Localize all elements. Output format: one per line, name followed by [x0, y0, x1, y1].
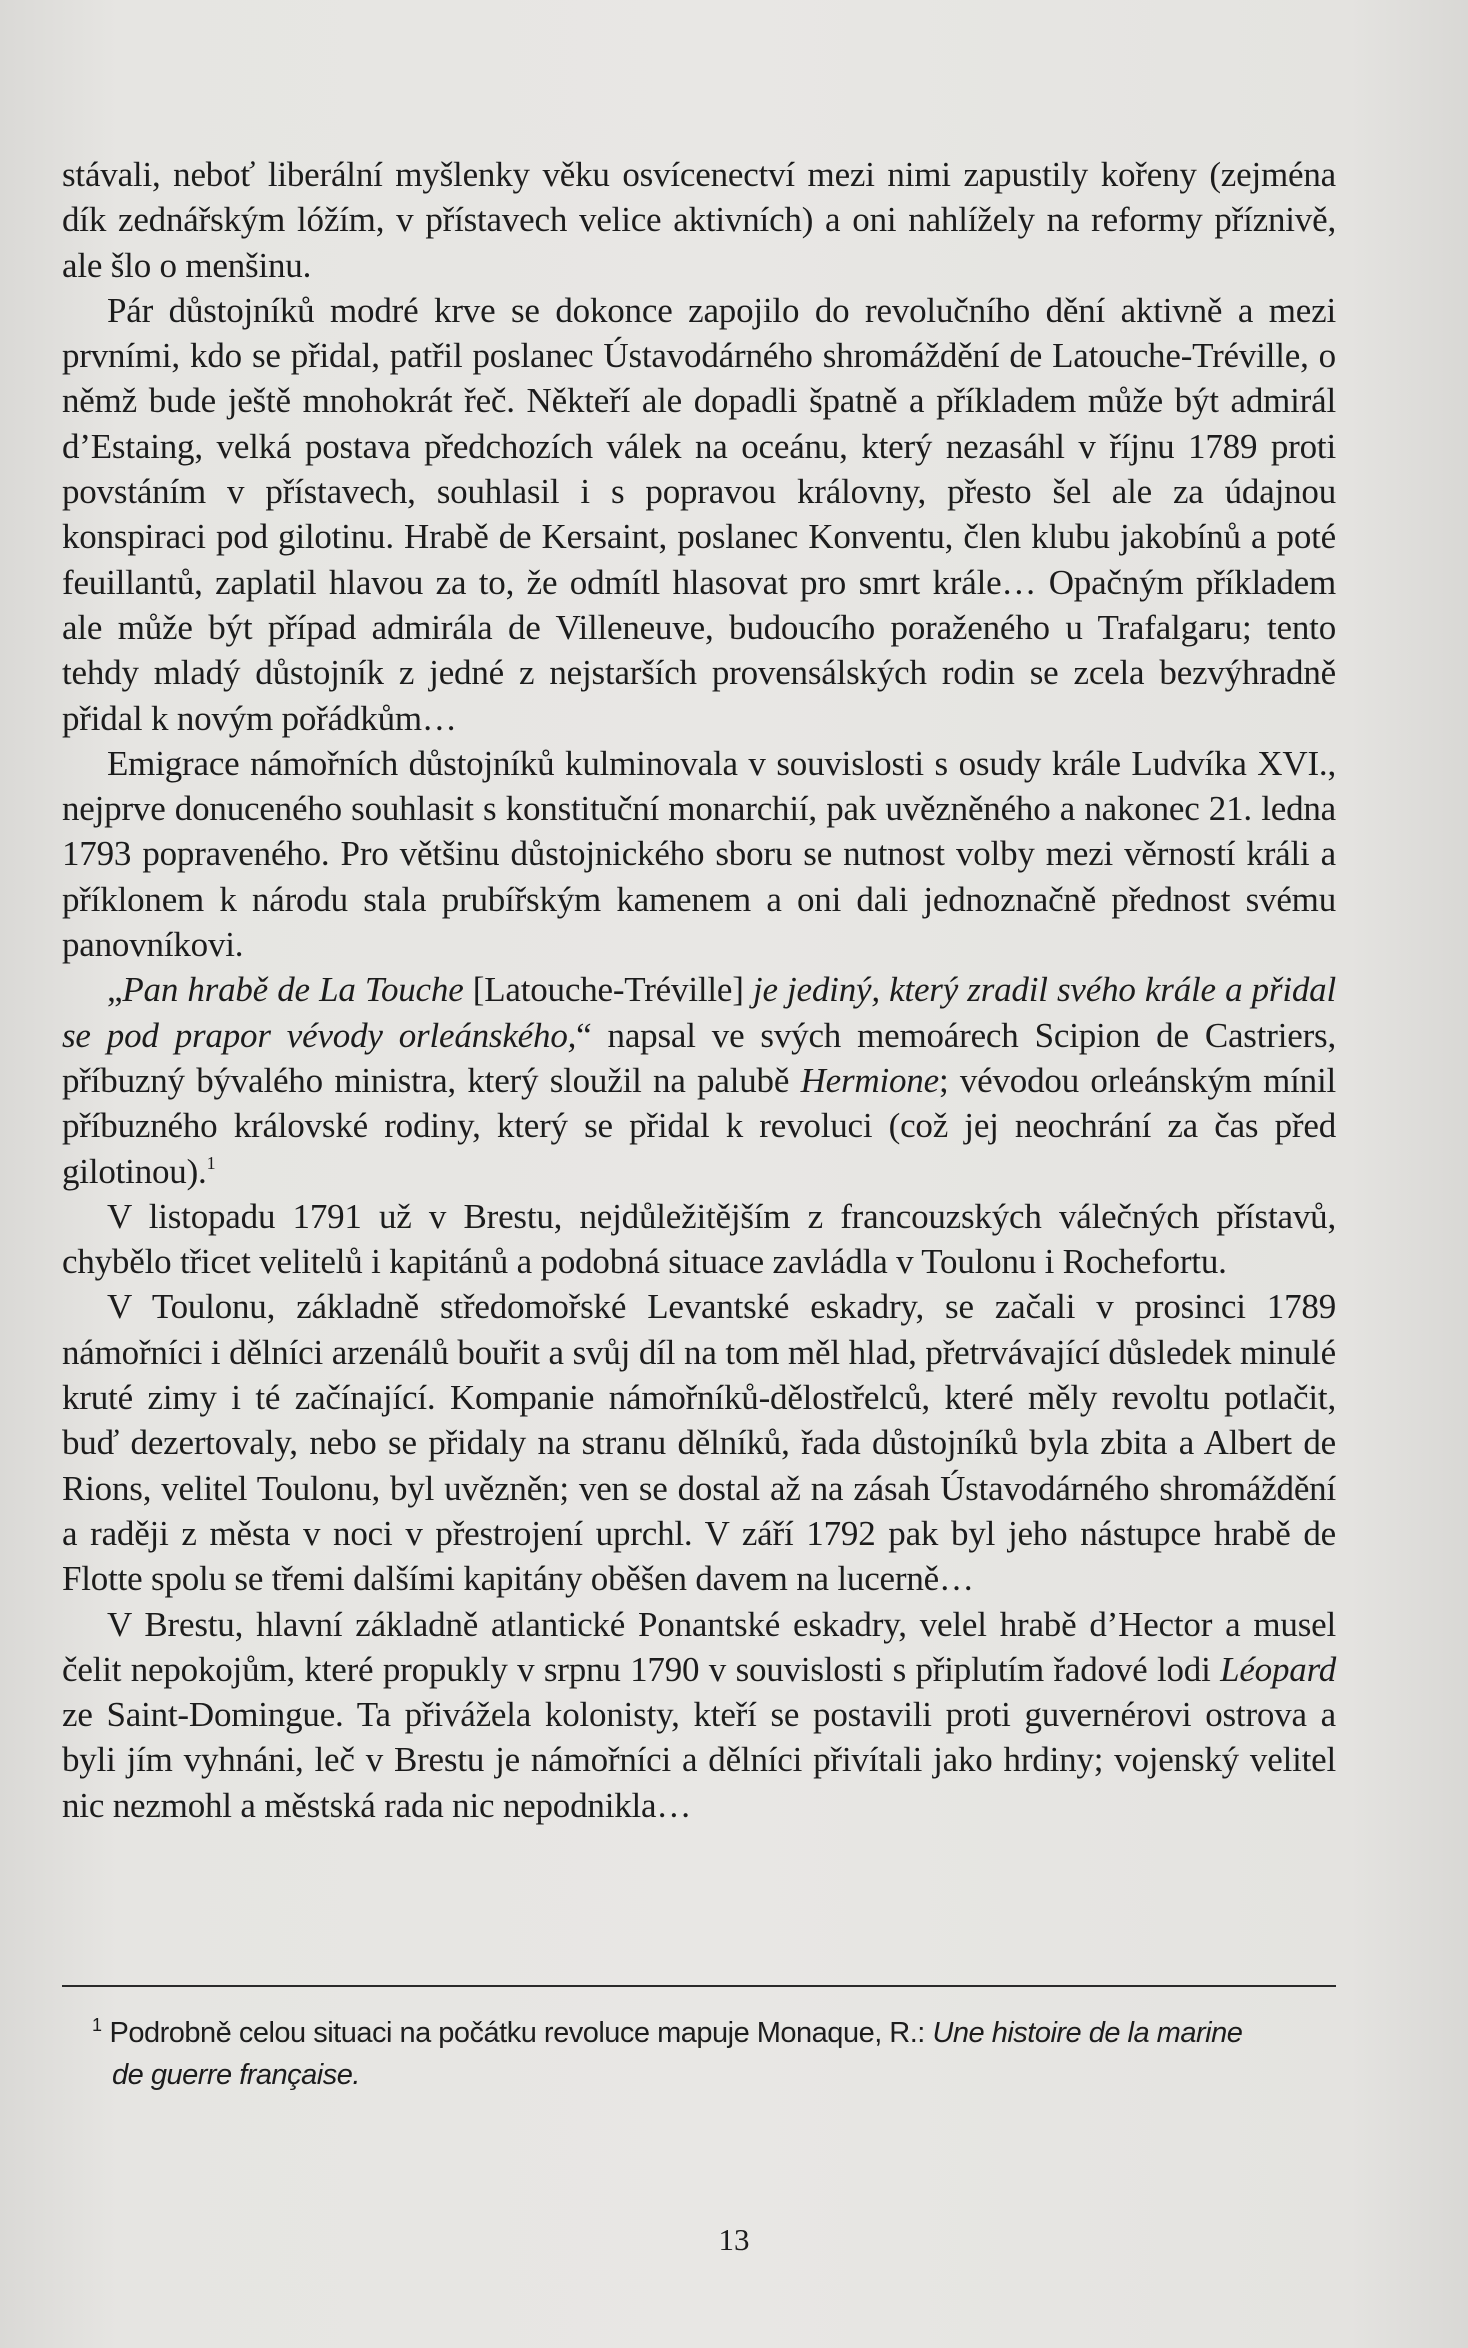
footnote-number: 1: [92, 2015, 102, 2035]
paragraph-4-quote: [62, 967, 1336, 1193]
paragraph-text: ; vévodou orleánským mínil příbuzného královské rodiny, který se přidal k revoluci (což jej neochrání za čas před gilotinou).: [62, 1060, 1336, 1191]
paragraph-text: V listopadu 1791 už v Brestu, nejdůležitějším z francouzských válečných přístavů, chybělo třicet velitelů i kapitánů a podobná situace zavládla v Toulonu i Rochefortu.: [62, 1196, 1336, 1282]
paragraph-text: Pár důstojníků modré krve se dokonce zapojilo do revolučního dění aktivně a mezi prvními, kdo se přidal, patřil poslanec Ústavodárného shromáždění de Latouche-Tréville, o němž bude ještě mnohokrát řeč. Někteří ale dopadli špatně a příkladem může být admirál d’Estaing, velká postava předchozích válek na oceánu, který nezasáhl v říjnu 1789 proti povstáním v přístavech, souhlasil i s popravou královny, přesto šel ale za údajnou konspiraci pod gilotinu. Hrabě de Kersaint, poslanec Konventu, člen klubu jakobínů a poté feuillantů, zaplatil hlavou za to, že odmítl hlasovat pro smrt krále… Opačným příkladem ale může být případ admirála de Villeneuve, budoucího poraženého u Trafalgaru; tento tehdy mladý důstojník z jedné z nejstarších provensálských rodin se zcela bezvýhradně přidal k novým pořádkům…: [62, 290, 1336, 738]
quote-italic-name: Pan hrabě de La Touche: [122, 970, 464, 1010]
bracket-note: [Latouche-Tréville]: [463, 970, 753, 1010]
paragraph-text: stávali, neboť liberální myšlenky věku osvícenectví mezi nimi zapustily kořeny (zejména dík zednářským lóžím, v přístavech velice aktivních) a oni nahlížely na reformy příznivě, ale šlo o menšinu.: [62, 155, 1336, 285]
paragraph-7: [62, 1602, 1336, 1828]
footnote: [62, 2004, 1336, 2096]
paragraph-text: ze Saint-Domingue. Ta přivážela kolonisty, kteří se postavili proti guvernérovi ostrova a byli jím vyhnáni, leč v Brestu je námořníci a dělníci přivítali jako hrdiny; vojenský velitel nic nezmohl a městská rada nic nepodnikla…: [62, 1695, 1336, 1825]
open-quote: „: [107, 970, 123, 1010]
footnote-book-title: Une histoire de la marine: [932, 2017, 1243, 2049]
paragraph-1: [62, 152, 1336, 288]
footnote-divider: [62, 1985, 1336, 1987]
page-number: 13: [718, 2222, 750, 2257]
footnote-book-title-cont: de guerre française.: [112, 2059, 360, 2091]
paragraph-3: [62, 741, 1336, 967]
ship-name: Léopard: [1220, 1649, 1336, 1689]
body-text: [62, 152, 1336, 1828]
paragraph-text: “ napsal ve svých memoárech Scipion de Castriers, příbuzný bývalého ministra, který sloužil na palubě: [62, 1015, 1336, 1100]
paragraph-2: [62, 288, 1336, 741]
paragraph-text: V Brestu, hlavní základně atlantické Ponantské eskadry, velel hrabě d’Hector a musel čelit nepokojům, které propukly v srpnu 1790 v souvislosti s připlutím řadové lodi: [62, 1604, 1336, 1689]
footnote-text: Podrobně celou situaci na počátku revoluce mapuje Monaque, R.:: [109, 2017, 933, 2049]
footnote-reference[interactable]: 1: [206, 1152, 216, 1173]
paragraph-text: Emigrace námořních důstojníků kulminovala v souvislosti s osudy krále Ludvíka XVI., nejprve donuceného souhlasit s konstituční monarchií, pak uvězněného a nakonec 21. ledna 1793 popraveného. Pro většinu důstojnického sboru se nutnost volby mezi věrností králi a příklonem k národu stala prubířským kamenem a oni dali jednoznačně přednost svému panovníkovi.: [62, 743, 1336, 965]
quote-italic-text: je jediný, který zradil svého krále a přidal se pod prapor vévody orleánského,: [62, 970, 1336, 1055]
paragraph-text: V Toulonu, základně středomořské Levantské eskadry, se začali v prosinci 1789 námořníci i dělníci arzenálů bouřit a svůj díl na tom měl hlad, přetrvávající důsledek minulé kruté zimy i té začínající. Kompanie námořníků-dělostřelců, které měly revoltu potlačit, buď dezertovaly, nebo se přidaly na stranu dělníků, řada důstojníků byla zbita a Albert de Rions, velitel Toulonu, byl uvězněn; ven se dostal až na zásah Ústavodárného shromáždění a raději z města v noci v přestrojení uprchl. V září 1792 pak byl jeho nástupce hrabě de Flotte spolu se třemi dalšími kapitány oběšen davem na lucerně…: [62, 1287, 1336, 1599]
paragraph-6: [62, 1284, 1336, 1601]
paragraph-5: [62, 1194, 1336, 1285]
ship-name: Hermione: [800, 1060, 939, 1100]
